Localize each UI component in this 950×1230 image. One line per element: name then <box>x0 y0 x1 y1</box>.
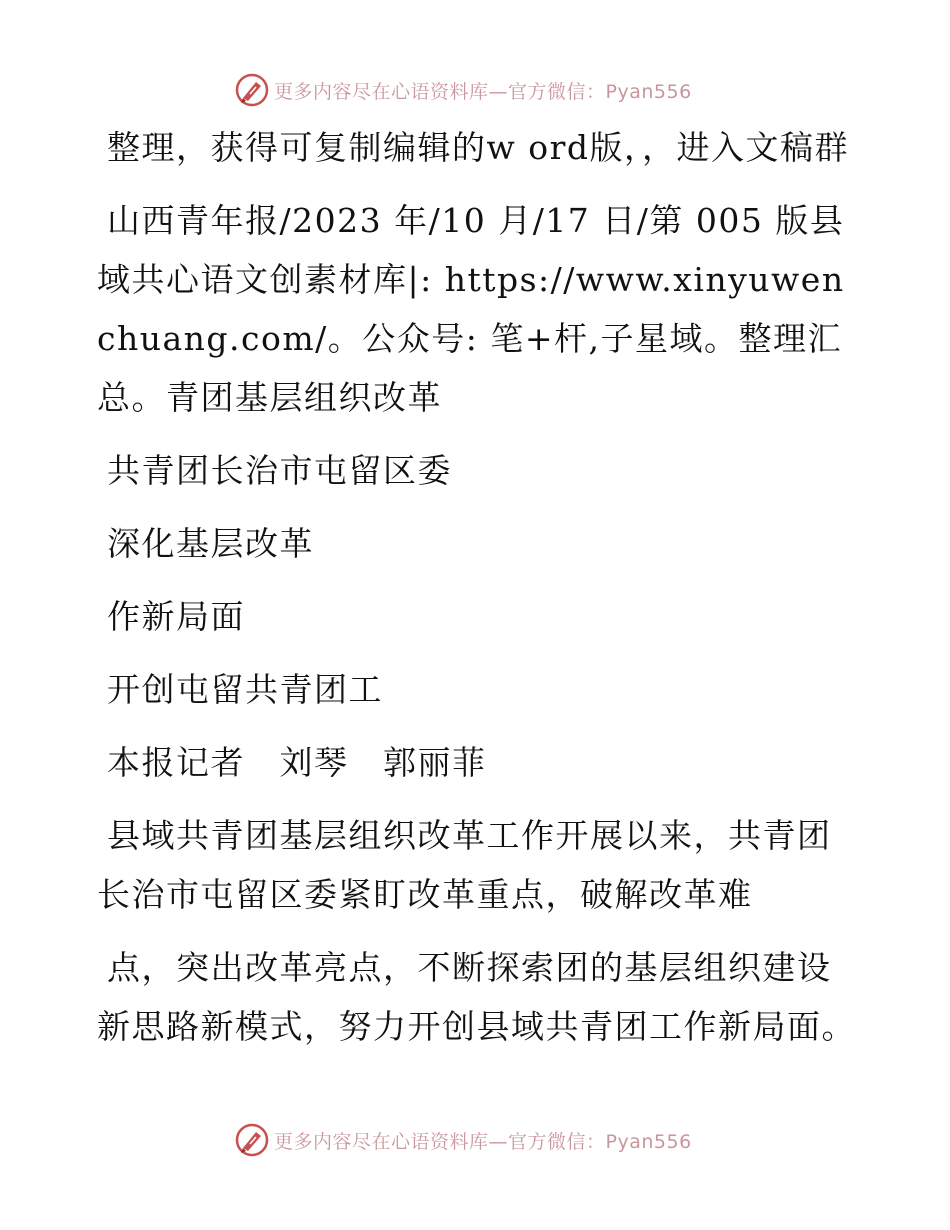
watermark-text: 更多内容尽在心语资料库—官方微信：Pyan556 <box>274 80 692 103</box>
paragraph-org: 共青团长治市屯留区委 <box>107 451 452 490</box>
headline-line-1: 深化基层改革 <box>107 524 314 563</box>
headline-line-3: 开创屯留共青团工 <box>107 670 383 709</box>
watermark-footer <box>234 1120 714 1160</box>
document-body <box>97 118 857 1070</box>
paragraph-body-2: 点，突出改革亮点，不断探索团的基层组织建设新思路新模式，努力开创县域共青团工作新局面。 <box>97 948 856 1046</box>
watermark-header <box>234 70 714 110</box>
pen-nib-logo-icon <box>234 1122 270 1158</box>
byline: 本报记者 刘琴 郭丽菲 <box>107 743 487 782</box>
watermark-text: 更多内容尽在心语资料库—官方微信：Pyan556 <box>274 1130 692 1153</box>
pen-nib-logo-icon <box>234 72 270 108</box>
paragraph-source: 山西青年报/2023 年/10 月/17 日/第 005 版县域共心语文创素材库|: https://www.xinyuwenchuang.com/。公众号: 笔+杆,子星域。整理汇总。青团基层组织改革 <box>97 201 845 417</box>
paragraph-intro: 整理，获得可复制编辑的w ord版，，进入文稿群 <box>107 128 850 167</box>
paragraph-body-1: 县域共青团基层组织改革工作开展以来，共青团长治市屯留区委紧盯改革重点，破解改革难 <box>97 816 832 914</box>
headline-line-2: 作新局面 <box>107 597 245 636</box>
